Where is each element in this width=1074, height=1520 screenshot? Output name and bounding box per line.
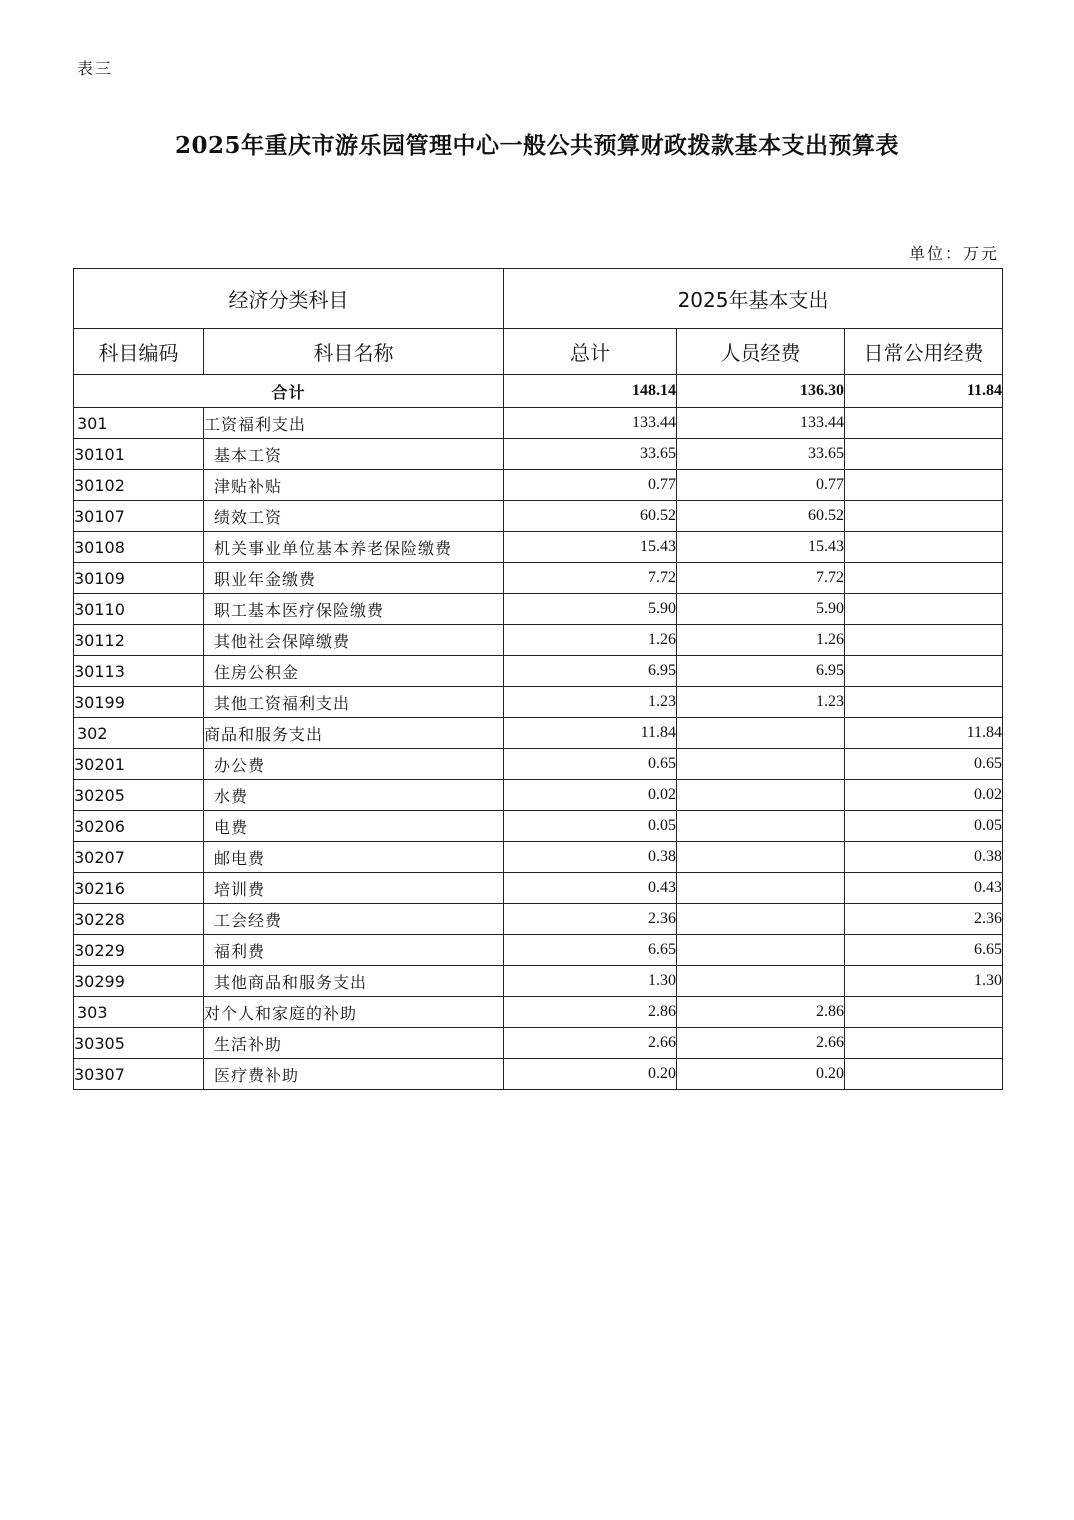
public-cell bbox=[845, 625, 1003, 656]
personnel-cell bbox=[677, 842, 845, 873]
personnel-cell bbox=[677, 873, 845, 904]
table-row bbox=[74, 935, 1003, 966]
table-row bbox=[74, 1028, 1003, 1059]
public-cell bbox=[845, 656, 1003, 687]
personnel-cell: 1.23 bbox=[677, 687, 845, 718]
table-row bbox=[74, 439, 1003, 470]
subject-code-cell: 301 bbox=[74, 408, 204, 439]
public-cell bbox=[845, 408, 1003, 439]
subject-code-cell: 30206 bbox=[74, 811, 204, 842]
personnel-cell: 15.43 bbox=[677, 532, 845, 563]
total-cell: 6.65 bbox=[504, 935, 677, 966]
table-row bbox=[74, 470, 1003, 501]
total-cell: 6.95 bbox=[504, 656, 677, 687]
total-cell: 0.43 bbox=[504, 873, 677, 904]
public-cell bbox=[845, 439, 1003, 470]
subject-name-cell: 其他社会保障缴费 bbox=[204, 625, 504, 656]
personnel-cell: 5.90 bbox=[677, 594, 845, 625]
table-row bbox=[74, 904, 1003, 935]
header-personnel-expenses: 人员经费 bbox=[677, 329, 845, 375]
public-cell bbox=[845, 594, 1003, 625]
table-row bbox=[74, 718, 1003, 749]
public-cell: 0.02 bbox=[845, 780, 1003, 811]
subject-name-cell: 福利费 bbox=[204, 935, 504, 966]
subject-name-cell: 生活补助 bbox=[204, 1028, 504, 1059]
public-cell: 1.30 bbox=[845, 966, 1003, 997]
subject-name-cell: 基本工资 bbox=[204, 439, 504, 470]
total-cell: 1.23 bbox=[504, 687, 677, 718]
table-row bbox=[74, 687, 1003, 718]
personnel-cell bbox=[677, 718, 845, 749]
public-cell bbox=[845, 501, 1003, 532]
subject-code-cell: 30229 bbox=[74, 935, 204, 966]
subject-code-cell: 30307 bbox=[74, 1059, 204, 1090]
personnel-cell: 0.20 bbox=[677, 1059, 845, 1090]
subject-code-cell: 30101 bbox=[74, 439, 204, 470]
subject-code-cell: 30207 bbox=[74, 842, 204, 873]
public-cell: 0.65 bbox=[845, 749, 1003, 780]
public-cell bbox=[845, 997, 1003, 1028]
public-cell: 0.38 bbox=[845, 842, 1003, 873]
subject-code-cell: 30305 bbox=[74, 1028, 204, 1059]
subject-name-cell: 办公费 bbox=[204, 749, 504, 780]
table-row bbox=[74, 780, 1003, 811]
header-public-expenses: 日常公用经费 bbox=[845, 329, 1003, 375]
total-cell: 0.38 bbox=[504, 842, 677, 873]
personnel-cell: 2.86 bbox=[677, 997, 845, 1028]
table-row bbox=[74, 532, 1003, 563]
table-row bbox=[74, 811, 1003, 842]
public-cell bbox=[845, 563, 1003, 594]
public-cell: 2.36 bbox=[845, 904, 1003, 935]
total-amount: 148.14 bbox=[504, 375, 677, 408]
table-row bbox=[74, 594, 1003, 625]
public-cell: 6.65 bbox=[845, 935, 1003, 966]
personnel-cell: 2.66 bbox=[677, 1028, 845, 1059]
subject-name-cell: 其他商品和服务支出 bbox=[204, 966, 504, 997]
subject-name-cell: 绩效工资 bbox=[204, 501, 504, 532]
subject-code-cell: 30112 bbox=[74, 625, 204, 656]
personnel-cell: 133.44 bbox=[677, 408, 845, 439]
public-cell: 0.43 bbox=[845, 873, 1003, 904]
subject-code-cell: 30299 bbox=[74, 966, 204, 997]
subject-code-cell: 30107 bbox=[74, 501, 204, 532]
public-cell bbox=[845, 470, 1003, 501]
table-row bbox=[74, 997, 1003, 1028]
table-label: 表三 bbox=[77, 59, 114, 78]
total-cell: 7.72 bbox=[504, 563, 677, 594]
total-personnel: 136.30 bbox=[677, 375, 845, 408]
public-cell bbox=[845, 532, 1003, 563]
header-total: 总计 bbox=[504, 329, 677, 375]
total-cell: 15.43 bbox=[504, 532, 677, 563]
subject-code-cell: 302 bbox=[74, 718, 204, 749]
header-row-columns bbox=[74, 329, 1003, 375]
subject-name-cell: 工会经费 bbox=[204, 904, 504, 935]
subject-code-cell: 30110 bbox=[74, 594, 204, 625]
table-row bbox=[74, 842, 1003, 873]
subject-code-cell: 30108 bbox=[74, 532, 204, 563]
total-cell: 2.86 bbox=[504, 997, 677, 1028]
subject-name-cell: 职业年金缴费 bbox=[204, 563, 504, 594]
unit-label: 单位：万元 bbox=[908, 244, 999, 263]
total-row bbox=[74, 375, 1003, 408]
personnel-cell: 60.52 bbox=[677, 501, 845, 532]
total-public: 11.84 bbox=[845, 375, 1003, 408]
budget-table bbox=[73, 268, 1003, 1090]
subject-name-cell: 机关事业单位基本养老保险缴费 bbox=[204, 532, 504, 563]
table-row bbox=[74, 408, 1003, 439]
personnel-cell: 7.72 bbox=[677, 563, 845, 594]
total-cell: 2.66 bbox=[504, 1028, 677, 1059]
subject-code-cell: 30216 bbox=[74, 873, 204, 904]
table-row bbox=[74, 625, 1003, 656]
table-body bbox=[74, 375, 1003, 1090]
personnel-cell bbox=[677, 935, 845, 966]
total-cell: 0.20 bbox=[504, 1059, 677, 1090]
header-basic-expenditure: 2025年基本支出 bbox=[504, 269, 1003, 329]
subject-name-cell: 电费 bbox=[204, 811, 504, 842]
personnel-cell bbox=[677, 811, 845, 842]
total-label: 合计 bbox=[74, 375, 504, 408]
header-subject-code: 科目编码 bbox=[74, 329, 204, 375]
subject-name-cell: 职工基本医疗保险缴费 bbox=[204, 594, 504, 625]
total-cell: 0.77 bbox=[504, 470, 677, 501]
personnel-cell: 6.95 bbox=[677, 656, 845, 687]
header-economic-category: 经济分类科目 bbox=[74, 269, 504, 329]
total-cell: 60.52 bbox=[504, 501, 677, 532]
subject-name-cell: 商品和服务支出 bbox=[204, 718, 504, 749]
subject-name-cell: 其他工资福利支出 bbox=[204, 687, 504, 718]
table-row bbox=[74, 563, 1003, 594]
page-title: 2025年重庆市游乐园管理中心一般公共预算财政拨款基本支出预算表 bbox=[174, 132, 899, 159]
public-cell bbox=[845, 1059, 1003, 1090]
table-row bbox=[74, 873, 1003, 904]
personnel-cell bbox=[677, 780, 845, 811]
public-cell: 0.05 bbox=[845, 811, 1003, 842]
total-cell: 0.05 bbox=[504, 811, 677, 842]
subject-name-cell: 对个人和家庭的补助 bbox=[204, 997, 504, 1028]
public-cell bbox=[845, 687, 1003, 718]
table-row bbox=[74, 656, 1003, 687]
subject-name-cell: 培训费 bbox=[204, 873, 504, 904]
public-cell bbox=[845, 1028, 1003, 1059]
total-cell: 11.84 bbox=[504, 718, 677, 749]
subject-code-cell: 30102 bbox=[74, 470, 204, 501]
total-cell: 2.36 bbox=[504, 904, 677, 935]
subject-name-cell: 水费 bbox=[204, 780, 504, 811]
table-row bbox=[74, 501, 1003, 532]
table-row bbox=[74, 966, 1003, 997]
subject-name-cell: 工资福利支出 bbox=[204, 408, 504, 439]
subject-code-cell: 30205 bbox=[74, 780, 204, 811]
subject-code-cell: 30201 bbox=[74, 749, 204, 780]
table-row bbox=[74, 749, 1003, 780]
subject-code-cell: 30109 bbox=[74, 563, 204, 594]
subject-name-cell: 津贴补贴 bbox=[204, 470, 504, 501]
public-cell: 11.84 bbox=[845, 718, 1003, 749]
subject-name-cell: 住房公积金 bbox=[204, 656, 504, 687]
total-cell: 1.26 bbox=[504, 625, 677, 656]
header-subject-name: 科目名称 bbox=[204, 329, 504, 375]
subject-name-cell: 医疗费补助 bbox=[204, 1059, 504, 1090]
personnel-cell: 0.77 bbox=[677, 470, 845, 501]
personnel-cell bbox=[677, 904, 845, 935]
personnel-cell: 1.26 bbox=[677, 625, 845, 656]
personnel-cell bbox=[677, 749, 845, 780]
subject-code-cell: 30113 bbox=[74, 656, 204, 687]
header-row-group bbox=[74, 269, 1003, 329]
total-cell: 1.30 bbox=[504, 966, 677, 997]
total-cell: 5.90 bbox=[504, 594, 677, 625]
total-cell: 0.02 bbox=[504, 780, 677, 811]
subject-code-cell: 30199 bbox=[74, 687, 204, 718]
total-cell: 0.65 bbox=[504, 749, 677, 780]
personnel-cell: 33.65 bbox=[677, 439, 845, 470]
table-row bbox=[74, 1059, 1003, 1090]
total-cell: 133.44 bbox=[504, 408, 677, 439]
subject-code-cell: 30228 bbox=[74, 904, 204, 935]
subject-code-cell: 303 bbox=[74, 997, 204, 1028]
total-cell: 33.65 bbox=[504, 439, 677, 470]
subject-name-cell: 邮电费 bbox=[204, 842, 504, 873]
personnel-cell bbox=[677, 966, 845, 997]
